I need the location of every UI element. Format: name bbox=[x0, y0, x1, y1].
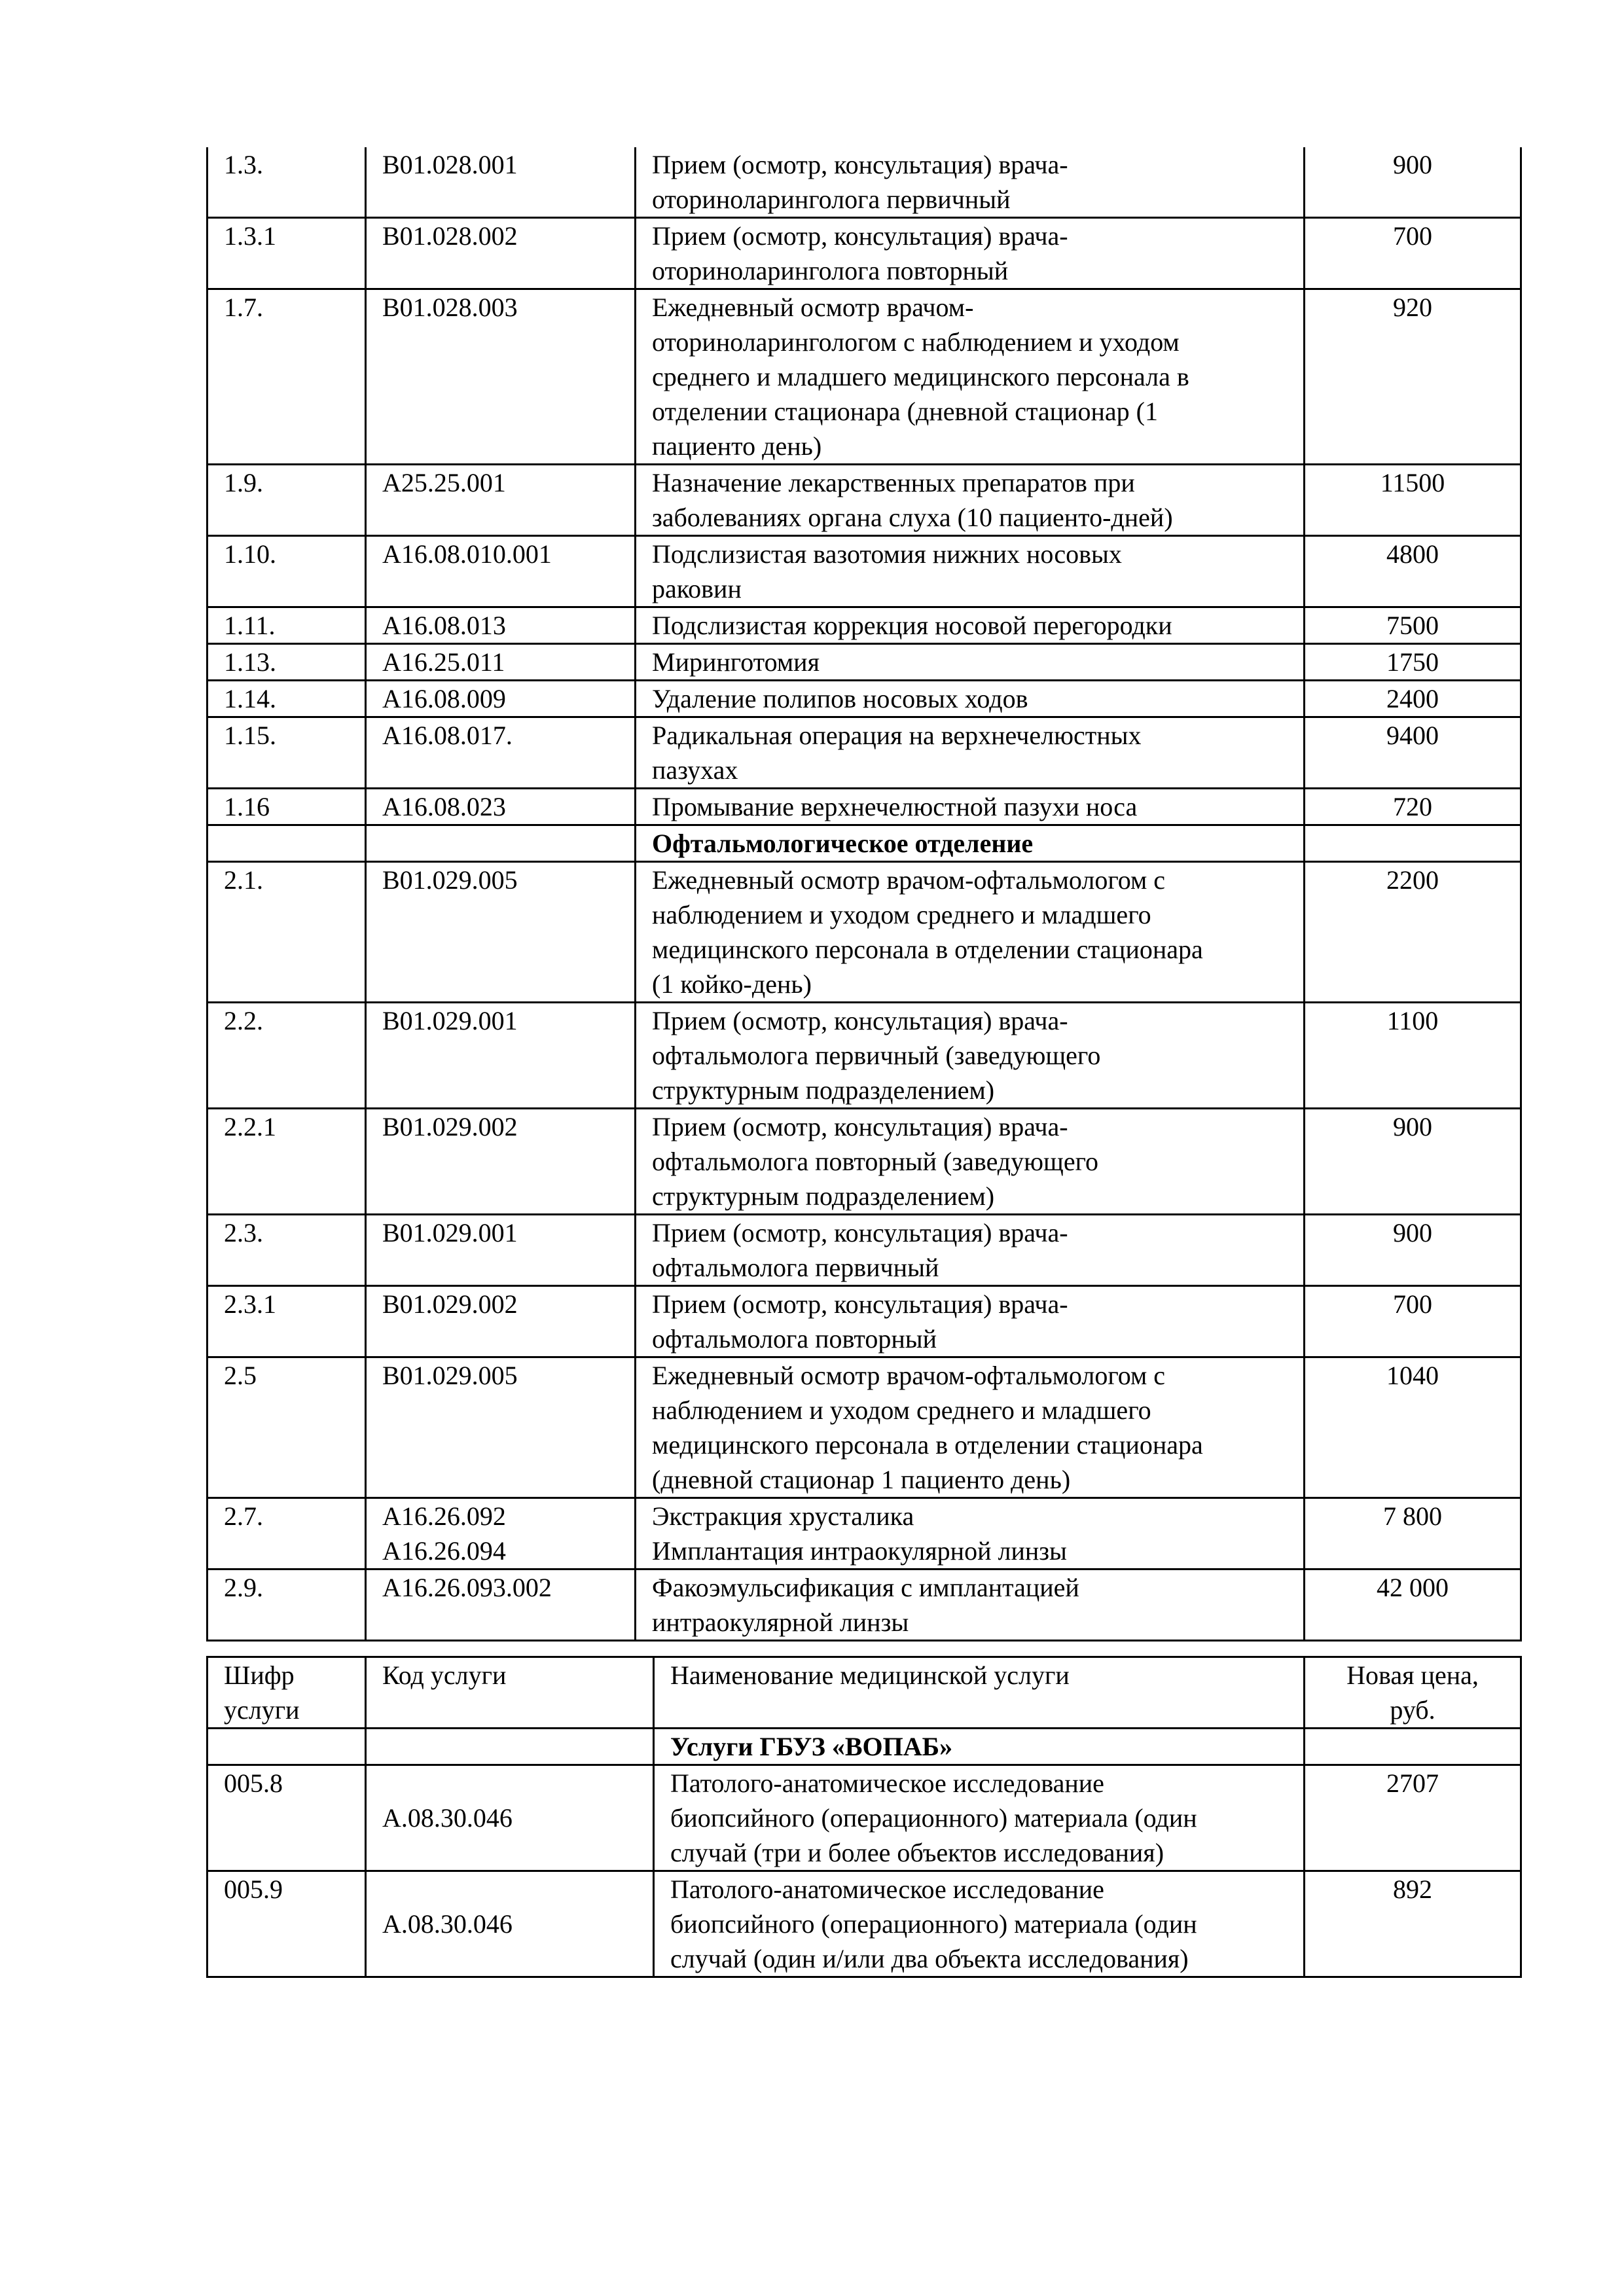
section-title: Офтальмологическое отделение bbox=[636, 825, 1305, 862]
row-code: А16.08.013 bbox=[366, 607, 636, 644]
row-price: 9400 bbox=[1305, 717, 1521, 789]
row-name: Прием (осмотр, консультация) врача- оториноларинголога первичный bbox=[636, 147, 1305, 218]
row-price: 892 bbox=[1305, 1871, 1521, 1977]
table-row bbox=[208, 1765, 1521, 1871]
row-name: Прием (осмотр, консультация) врача- офтальмолога повторный bbox=[636, 1286, 1305, 1357]
row-num: 1.9. bbox=[208, 465, 366, 536]
row-name: Прием (осмотр, консультация) врача- оториноларинголога повторный bbox=[636, 218, 1305, 289]
table-row bbox=[208, 1215, 1521, 1286]
header-row bbox=[208, 1657, 1521, 1729]
row-price: 1040 bbox=[1305, 1357, 1521, 1498]
table-row bbox=[208, 147, 1521, 218]
section-code bbox=[366, 1729, 654, 1765]
row-code: В01.028.001 bbox=[366, 147, 636, 218]
row-num: 1.16 bbox=[208, 789, 366, 825]
row-name: Подслизистая коррекция носовой перегородки bbox=[636, 607, 1305, 644]
row-name: Факоэмульсификация с имплантацией интраокулярной линзы bbox=[636, 1570, 1305, 1641]
table-row bbox=[208, 465, 1521, 536]
services-table-pathology bbox=[206, 1656, 1522, 1978]
table-row bbox=[208, 1109, 1521, 1215]
row-num: 1.3. bbox=[208, 147, 366, 218]
row-num: 2.7. bbox=[208, 1498, 366, 1570]
table-body bbox=[208, 1657, 1521, 1977]
table-row bbox=[208, 536, 1521, 607]
row-price: 7500 bbox=[1305, 607, 1521, 644]
row-code bbox=[366, 825, 636, 862]
row-name: Подслизистая вазотомия нижних носовых раковин bbox=[636, 536, 1305, 607]
row-price: 11500 bbox=[1305, 465, 1521, 536]
row-name: Прием (осмотр, консультация) врача- офтальмолога первичный (заведующего структурным подразделением) bbox=[636, 1003, 1305, 1109]
header-code: Код услуги bbox=[366, 1657, 654, 1729]
table-row bbox=[208, 862, 1521, 1003]
row-code: В01.029.005 bbox=[366, 862, 636, 1003]
header-name: Наименование медицинской услуги bbox=[654, 1657, 1305, 1729]
row-num: 1.7. bbox=[208, 289, 366, 465]
table-row bbox=[208, 1498, 1521, 1570]
row-name: Патолого-анатомическое исследование биопсийного (операционного) материала (один случай (один и/или два объекта исследования) bbox=[654, 1871, 1305, 1977]
row-num: 1.15. bbox=[208, 717, 366, 789]
row-code: А16.26.093.002 bbox=[366, 1570, 636, 1641]
row-code: А.08.30.046 bbox=[366, 1871, 654, 1977]
row-num: 1.14. bbox=[208, 681, 366, 717]
row-code: В01.029.001 bbox=[366, 1215, 636, 1286]
row-num: 1.10. bbox=[208, 536, 366, 607]
row-price: 720 bbox=[1305, 789, 1521, 825]
row-price: 2200 bbox=[1305, 862, 1521, 1003]
row-name: Промывание верхнечелюстной пазухи носа bbox=[636, 789, 1305, 825]
row-name: Ежедневный осмотр врачом- оториноларингологом с наблюдением и уходом среднего и младшего медицинского персонала в отделении стационара (дневной стационар (1 пациенто день) bbox=[636, 289, 1305, 465]
row-code: А.08.30.046 bbox=[366, 1765, 654, 1871]
row-num: 005.9 bbox=[208, 1871, 366, 1977]
row-num: 1.3.1 bbox=[208, 218, 366, 289]
table-row bbox=[208, 789, 1521, 825]
row-num: 2.3.1 bbox=[208, 1286, 366, 1357]
section-price bbox=[1305, 1729, 1521, 1765]
table-row bbox=[208, 681, 1521, 717]
row-code: В01.029.005 bbox=[366, 1357, 636, 1498]
row-code: В01.029.001 bbox=[366, 1003, 636, 1109]
row-name: Радикальная операция на верхнечелюстных пазухах bbox=[636, 717, 1305, 789]
row-price: 920 bbox=[1305, 289, 1521, 465]
row-code: А16.08.010.001 bbox=[366, 536, 636, 607]
row-num: 1.11. bbox=[208, 607, 366, 644]
row-code: А16.26.092 А16.26.094 bbox=[366, 1498, 636, 1570]
row-name: Прием (осмотр, консультация) врача- офтальмолога первичный bbox=[636, 1215, 1305, 1286]
services-table-ent-ophthalmology bbox=[206, 147, 1522, 1641]
row-code: А16.08.023 bbox=[366, 789, 636, 825]
section-row bbox=[208, 825, 1521, 862]
row-code: А16.08.009 bbox=[366, 681, 636, 717]
row-code: А25.25.001 bbox=[366, 465, 636, 536]
row-num bbox=[208, 825, 366, 862]
row-name: Патолого-анатомическое исследование биопсийного (операционного) материала (один случай (три и более объектов исследования) bbox=[654, 1765, 1305, 1871]
row-num: 2.9. bbox=[208, 1570, 366, 1641]
row-name: Миринготомия bbox=[636, 644, 1305, 681]
row-price: 42 000 bbox=[1305, 1570, 1521, 1641]
table-row bbox=[208, 1871, 1521, 1977]
header-price: Новая цена, руб. bbox=[1305, 1657, 1521, 1729]
row-price: 2707 bbox=[1305, 1765, 1521, 1871]
row-price: 900 bbox=[1305, 1215, 1521, 1286]
row-code: А16.08.017. bbox=[366, 717, 636, 789]
row-price: 900 bbox=[1305, 1109, 1521, 1215]
row-price: 1100 bbox=[1305, 1003, 1521, 1109]
row-code: А16.25.011 bbox=[366, 644, 636, 681]
table-row bbox=[208, 644, 1521, 681]
table-row bbox=[208, 607, 1521, 644]
row-name: Ежедневный осмотр врачом-офтальмологом с наблюдением и уходом среднего и младшего медицинского персонала в отделении стационара (1 койко-день) bbox=[636, 862, 1305, 1003]
table-row bbox=[208, 289, 1521, 465]
row-name: Ежедневный осмотр врачом-офтальмологом с наблюдением и уходом среднего и младшего медицинского персонала в отделении стационара (дневной стационар 1 пациенто день) bbox=[636, 1357, 1305, 1498]
row-num: 2.3. bbox=[208, 1215, 366, 1286]
table-body bbox=[208, 147, 1521, 1641]
row-num: 005.8 bbox=[208, 1765, 366, 1871]
row-price: 1750 bbox=[1305, 644, 1521, 681]
row-price: 4800 bbox=[1305, 536, 1521, 607]
table-row bbox=[208, 717, 1521, 789]
header-num: Шифр услуги bbox=[208, 1657, 366, 1729]
table-row bbox=[208, 1357, 1521, 1498]
row-name: Удаление полипов носовых ходов bbox=[636, 681, 1305, 717]
row-price: 900 bbox=[1305, 147, 1521, 218]
section-title: Услуги ГБУЗ «ВОПАБ» bbox=[654, 1729, 1305, 1765]
table-row bbox=[208, 1003, 1521, 1109]
table-row bbox=[208, 1286, 1521, 1357]
row-code: В01.029.002 bbox=[366, 1109, 636, 1215]
row-code: В01.028.002 bbox=[366, 218, 636, 289]
row-price: 700 bbox=[1305, 1286, 1521, 1357]
row-price: 7 800 bbox=[1305, 1498, 1521, 1570]
row-num: 1.13. bbox=[208, 644, 366, 681]
row-code: В01.029.002 bbox=[366, 1286, 636, 1357]
row-price bbox=[1305, 825, 1521, 862]
row-price: 2400 bbox=[1305, 681, 1521, 717]
row-price: 700 bbox=[1305, 218, 1521, 289]
row-name: Прием (осмотр, консультация) врача- офтальмолога повторный (заведующего структурным подразделением) bbox=[636, 1109, 1305, 1215]
row-num: 2.1. bbox=[208, 862, 366, 1003]
section-num bbox=[208, 1729, 366, 1765]
table-row bbox=[208, 218, 1521, 289]
row-name: Назначение лекарственных препаратов при заболеваниях органа слуха (10 пациенто-дней) bbox=[636, 465, 1305, 536]
row-num: 2.2.1 bbox=[208, 1109, 366, 1215]
section-row bbox=[208, 1729, 1521, 1765]
table-row bbox=[208, 1570, 1521, 1641]
row-num: 2.5 bbox=[208, 1357, 366, 1498]
row-code: В01.028.003 bbox=[366, 289, 636, 465]
row-name: Экстракция хрусталика Имплантация интраокулярной линзы bbox=[636, 1498, 1305, 1570]
row-num: 2.2. bbox=[208, 1003, 366, 1109]
